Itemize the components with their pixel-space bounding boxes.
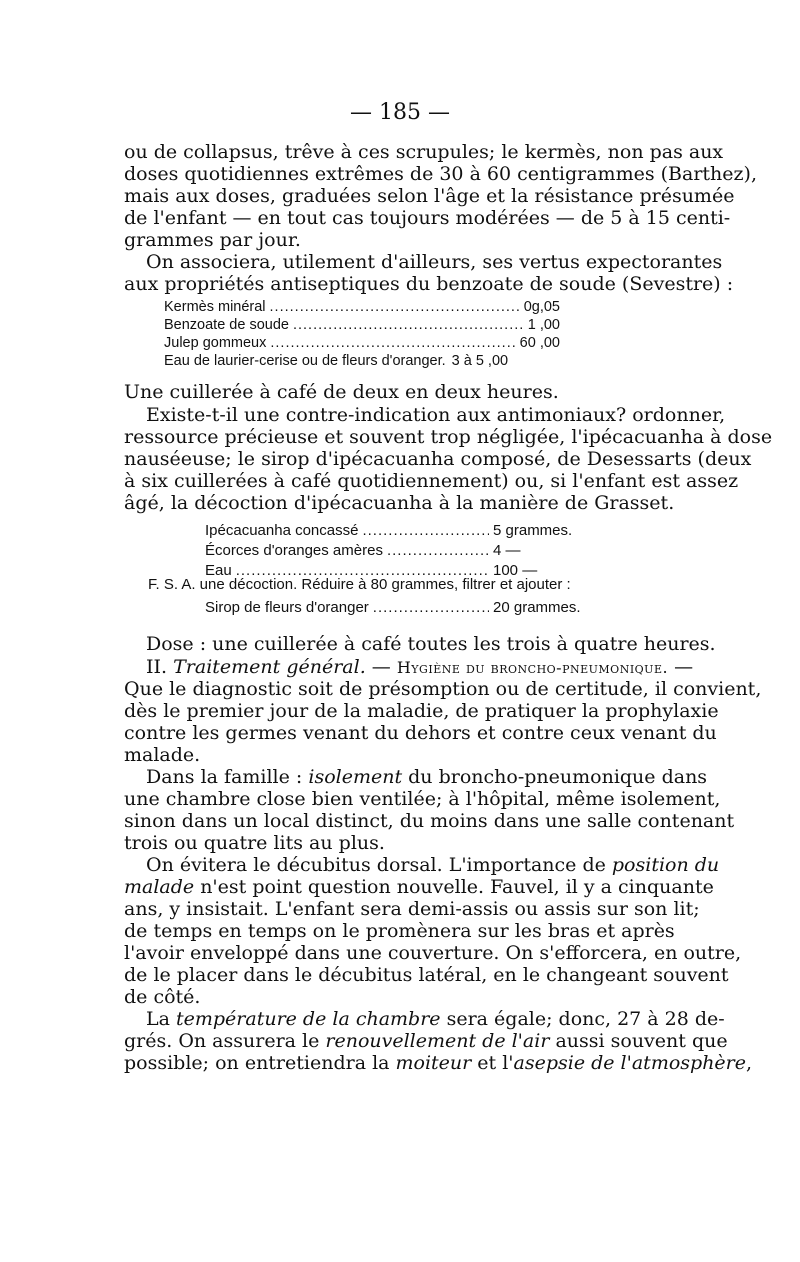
ingredient-name: Eau de laurier-cerise ou de fleurs d'oranger. <box>164 353 446 369</box>
prescription-kermes <box>164 298 560 370</box>
ingredient-name: Eau <box>205 562 232 579</box>
ingredient-quantity: 5 grammes. <box>493 522 573 539</box>
ingredient-name: Julep gommeux <box>164 335 267 351</box>
paragraph-ipeca <box>124 404 773 514</box>
ingredient-name: Sirop de fleurs d'oranger <box>205 599 369 616</box>
text-line: On associera, utilement d'ailleurs, ses vertus expectorantes <box>146 251 723 273</box>
paragraph-atmosphere <box>124 1008 753 1074</box>
ingredient-name: Benzoate de soude <box>164 317 289 333</box>
ingredient-quantity: 4 — <box>493 542 521 559</box>
text-line: de temps en temps on le promènera sur les bras et après <box>124 920 675 942</box>
paragraph-isolement <box>124 766 735 854</box>
ingredient-quantity: 3 à 5 ,00 <box>451 353 509 369</box>
section-title: Traitement général. <box>173 656 366 678</box>
text-line: malade n'est point question nouvelle. Fauvel, il y a cinquante <box>124 876 714 898</box>
prescription-row <box>164 298 560 316</box>
prescription-row <box>164 352 560 370</box>
ingredient-quantity: 0g,05 <box>523 299 560 315</box>
text-line: malade. <box>124 744 201 766</box>
leader-dots <box>293 316 524 334</box>
paragraph-position <box>124 854 742 1008</box>
text-line: contre les germes venant du dehors et contre ceux venant du <box>124 722 717 744</box>
ingredient-name: Kermès minéral <box>164 299 266 315</box>
prescription-sirop <box>205 598 599 618</box>
text-line: ressource précieuse et souvent trop négligée, l'ipécacuanha à dose <box>124 426 773 448</box>
leader-dots <box>387 541 489 561</box>
prescription-row <box>205 521 599 541</box>
section-traitement-general <box>124 656 762 766</box>
text-line: Dose : une cuillerée à café toutes les trois à quatre heures. <box>146 633 716 655</box>
text-line: une chambre close bien ventilée; à l'hôpital, même isolement, <box>124 788 721 810</box>
text-line: âgé, la décoction d'ipécacuanha à la manière de Grasset. <box>124 492 675 514</box>
prescription-ipeca <box>205 521 599 581</box>
paragraph-dosage-1 <box>124 381 672 403</box>
text-line: grammes par jour. <box>124 229 301 251</box>
text-line: On évitera le décubitus dorsal. L'importance de position du <box>146 854 720 876</box>
text-line: dès le premier jour de la maladie, de pratiquer la prophylaxie <box>124 700 719 722</box>
text-line: de côté. <box>124 986 201 1008</box>
text-line: trois ou quatre lits au plus. <box>124 832 385 854</box>
text-line: l'avoir enveloppé dans une couverture. On s'efforcera, en outre, <box>124 942 742 964</box>
text-line: Une cuillerée à café de deux en deux heures. <box>124 381 559 403</box>
text-line: sinon dans un local distinct, du moins dans une salle contenant <box>124 810 735 832</box>
text-line: ans, y insistait. L'enfant sera demi-assis ou assis sur son lit; <box>124 898 700 920</box>
prescription-row <box>164 316 560 334</box>
section-number: II. <box>146 656 168 678</box>
paragraph-association <box>124 251 734 295</box>
ingredient-quantity: 60 ,00 <box>519 335 560 351</box>
text-line: doses quotidiennes extrêmes de 30 à 60 centigrammes (Barthez), <box>124 163 757 185</box>
text-line: Que le diagnostic soit de présomption ou de certitude, il convient, <box>124 678 762 700</box>
leader-dots <box>362 521 489 541</box>
text-line: F. S. A. une décoction. Réduire à 80 grammes, filtrer et ajouter : <box>148 576 571 593</box>
text-line: Existe-t-il une contre-indication aux antimoniaux? ordonner, <box>146 404 726 426</box>
preparation-instruction <box>148 575 668 595</box>
ingredient-quantity: 20 grammes. <box>493 599 581 616</box>
prescription-row <box>205 541 599 561</box>
text-line: mais aux doses, graduées selon l'âge et la résistance présumée <box>124 185 735 207</box>
ingredient-name: Ipécacuanha concassé <box>205 522 359 539</box>
subsection-title: Hygiène du broncho-pneumonique. <box>396 658 669 677</box>
paragraph-dosage-2 <box>124 633 716 655</box>
text-line: grés. On assurera le renouvellement de l'air aussi souvent que <box>124 1030 728 1052</box>
leader-dots <box>270 298 520 316</box>
ingredient-name: Écorces d'oranges amères <box>205 542 383 559</box>
text-line: possible; on entretiendra la moiteur et l'asepsie de l'atmosphère, <box>124 1052 753 1074</box>
text-line: de le placer dans le décubitus latéral, en le changeant souvent <box>124 964 729 986</box>
leader-dots <box>270 334 515 352</box>
page-number: — 185 — <box>350 100 450 125</box>
prescription-row <box>205 598 599 618</box>
text-line: La température de la chambre sera égale; donc, 27 à 28 de- <box>146 1008 725 1030</box>
text-line: nauséeuse; le sirop d'ipécacuanha composé, de Desessarts (deux <box>124 448 752 470</box>
ingredient-quantity: 100 — <box>493 562 538 579</box>
leader-dots <box>373 598 489 618</box>
section-heading: II. Traitement général. — Hygiène du broncho-pneumonique. — <box>146 656 694 678</box>
text-line: aux propriétés antiseptiques du benzoate de soude (Sevestre) : <box>124 273 734 295</box>
text-line: de l'enfant — en tout cas toujours modérées — de 5 à 15 centi- <box>124 207 731 229</box>
text-line: ou de collapsus, trêve à ces scrupules; le kermès, non pas aux <box>124 141 724 163</box>
text-line: à six cuillerées à café quotidiennement) ou, si l'enfant est assez <box>124 470 739 492</box>
paragraph-kermes <box>124 141 757 251</box>
text-line: Dans la famille : isolement du broncho-pneumonique dans <box>146 766 708 788</box>
ingredient-quantity: 1 ,00 <box>527 317 560 333</box>
prescription-row <box>164 334 560 352</box>
